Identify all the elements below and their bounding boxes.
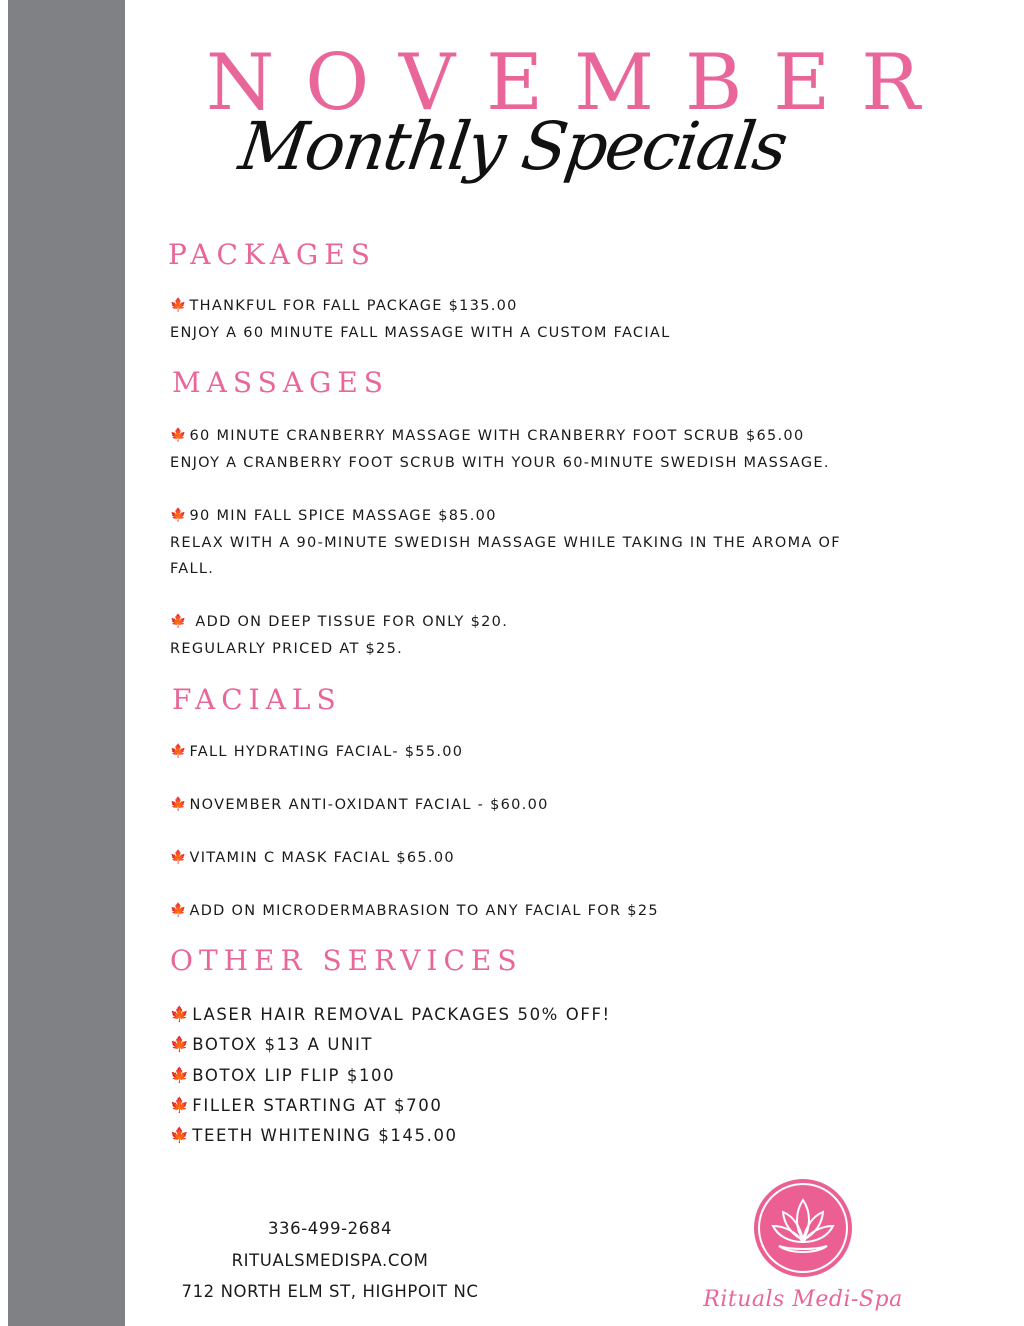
maple-leaf-icon: 🍁 — [170, 744, 188, 759]
massage-item: 🍁 90 MIN FALL SPICE MASSAGE $85.00 — [170, 508, 497, 524]
brand-name: Rituals Medi-Spa — [703, 1287, 903, 1312]
package-description: ENJOY A 60 MINUTE FALL MASSAGE WITH A CUSTOM FACIAL — [170, 325, 671, 341]
massage-item: 🍁 60 MINUTE CRANBERRY MASSAGE WITH CRANBERRY FOOT SCRUB $65.00 — [170, 428, 805, 444]
left-sidebar-bar — [8, 0, 125, 1326]
massage-description: FALL. — [170, 561, 215, 577]
other-service-item: 🍁 FILLER STARTING AT $700 — [170, 1093, 442, 1118]
section-heading-facials: FACIALS — [172, 683, 342, 716]
maple-leaf-icon: 🍁 — [170, 1035, 191, 1053]
section-heading-other-services: OTHER SERVICES — [170, 944, 523, 977]
package-item: 🍁 THANKFUL FOR FALL PACKAGE $135.00 — [170, 298, 518, 314]
maple-leaf-icon: 🍁 — [170, 508, 188, 523]
facial-item: 🍁 VITAMIN C MASK FACIAL $65.00 — [170, 850, 455, 866]
maple-leaf-icon: 🍁 — [170, 797, 188, 812]
section-heading-massages: MASSAGES — [172, 366, 389, 399]
other-service-item: 🍁 BOTOX $13 A UNIT — [170, 1032, 373, 1057]
maple-leaf-icon: 🍁 — [170, 903, 188, 918]
lotus-icon — [751, 1176, 855, 1280]
section-heading-packages: PACKAGES — [168, 238, 376, 271]
facial-item: 🍁 NOVEMBER ANTI-OXIDANT FACIAL - $60.00 — [170, 797, 549, 813]
maple-leaf-icon: 🍁 — [170, 1066, 191, 1084]
massage-description: ENJOY A CRANBERRY FOOT SCRUB WITH YOUR 60-MINUTE SWEDISH MASSAGE. — [170, 455, 830, 471]
other-service-item: 🍁 TEETH WHITENING $145.00 — [170, 1123, 458, 1148]
page-subtitle: Monthly Specials — [234, 108, 791, 185]
massage-addon: 🍁 ADD ON DEEP TISSUE FOR ONLY $20. — [170, 614, 509, 630]
other-service-item: 🍁 BOTOX LIP FLIP $100 — [170, 1063, 395, 1088]
maple-leaf-icon: 🍁 — [170, 1005, 191, 1023]
maple-leaf-icon: 🍁 — [170, 850, 188, 865]
page-title: NOVEMBER — [206, 38, 951, 128]
facial-item: 🍁 FALL HYDRATING FACIAL- $55.00 — [170, 744, 464, 760]
massage-description: RELAX WITH A 90-MINUTE SWEDISH MASSAGE WHILE TAKING IN THE AROMA OF — [170, 535, 841, 551]
maple-leaf-icon: 🍁 — [170, 614, 188, 629]
brand-logo — [688, 1166, 918, 1326]
maple-leaf-icon: 🍁 — [170, 1126, 191, 1144]
massage-addon-note: REGULARLY PRICED AT $25. — [170, 641, 404, 657]
contact-phone: 336-499-2684 — [267, 1219, 393, 1238]
other-service-item: 🍁 LASER HAIR REMOVAL PACKAGES 50% OFF! — [170, 1002, 611, 1027]
maple-leaf-icon: 🍁 — [170, 428, 188, 443]
maple-leaf-icon: 🍁 — [170, 1096, 191, 1114]
maple-leaf-icon: 🍁 — [170, 298, 188, 313]
contact-address: 712 NORTH ELM ST, HIGHPOIT NC — [181, 1282, 479, 1301]
contact-website: RITUALSMEDISPA.COM — [231, 1251, 429, 1270]
facial-item: 🍁 ADD ON MICRODERMABRASION TO ANY FACIAL FOR $25 — [170, 903, 659, 919]
